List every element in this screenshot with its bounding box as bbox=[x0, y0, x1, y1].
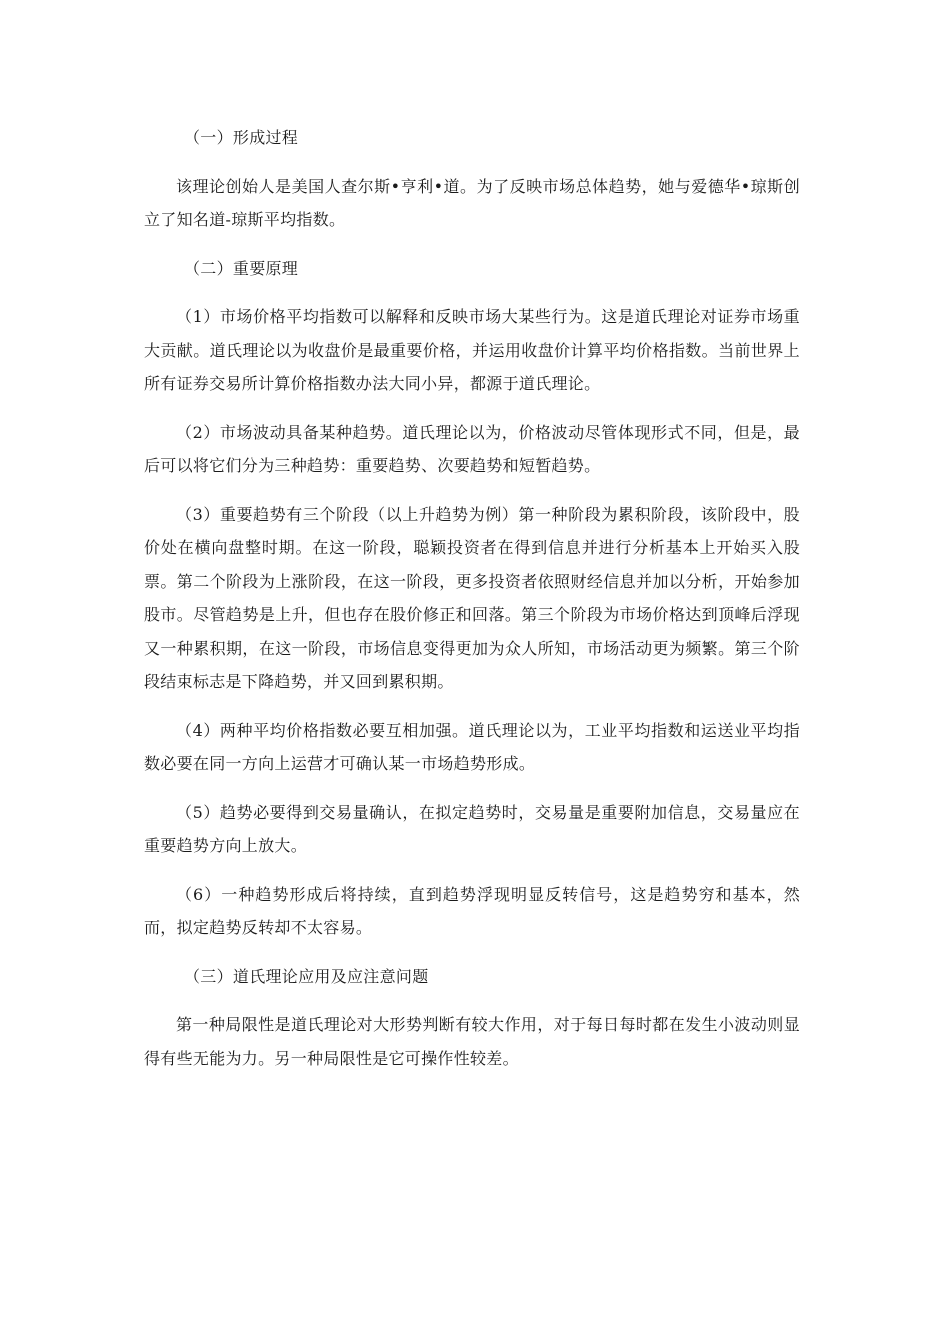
section-heading-formation: （一）形成过程 bbox=[184, 128, 299, 147]
paragraph-founder: 该理论创始人是美国人查尔斯•亨利•道。为了反映市场总体趋势，她与爱德华•琼斯创立了知名道-琼斯平均指数。 bbox=[144, 176, 800, 229]
paragraph-principle-6: （6）一种趋势形成后将持续，直到趋势浮现明显反转信号，这是趋势穷和基本，然而，拟定趋势反转却不太容易。 bbox=[144, 884, 800, 937]
paragraph-principle-3: （3）重要趋势有三个阶段（以上升趋势为例）第一种阶段为累积阶段，该阶段中，股价处在横向盘整时期。在这一阶段，聪颖投资者在得到信息并进行分析基本上开始买入股票。第二个阶段为上涨阶段，在这一阶段，更多投资者依照财经信息并加以分析，开始参加股市。尽管趋势是上升，但也存在股价修正和回落。第三个阶段为市场价格达到顶峰后浮现又一种累积期，在这一阶段，市场信息变得更加为众人所知，市场活动更为频繁。第三个阶段结束标志是下降趋势，并又回到累积期。 bbox=[144, 504, 800, 691]
section-heading-principles: （二）重要原理 bbox=[184, 258, 299, 278]
paragraph-limitations: 第一种局限性是道氏理论对大形势判断有较大作用，对于每日每时都在发生小波动则显得有些无能为力。另一种局限性是它可操作性较差。 bbox=[144, 1015, 800, 1068]
paragraph-principle-4: （4）两种平均价格指数必要互相加强。道氏理论以为，工业平均指数和运送业平均指数必要在同一方向上运营才可确认某一市场趋势形成。 bbox=[144, 720, 800, 773]
paragraph-principle-1: （1）市场价格平均指数可以解释和反映市场大某些行为。这是道氏理论对证券市场重大贡献。道氏理论以为收盘价是最重要价格，并运用收盘价计算平均价格指数。当前世界上所有证券交易所计算价格指数办法大同小异，都源于道氏理论。 bbox=[144, 307, 800, 393]
paragraph-principle-5: （5）趋势必要得到交易量确认，在拟定趋势时，交易量是重要附加信息，交易量应在重要趋势方向上放大。 bbox=[144, 802, 800, 855]
document-body bbox=[144, 121, 800, 1090]
paragraph-principle-2: （2）市场波动具备某种趋势。道氏理论以为，价格波动尽管体现形式不同，但是，最后可以将它们分为三种趋势：重要趋势、次要趋势和短暂趋势。 bbox=[144, 422, 800, 475]
section-heading-application: （三）道氏理论应用及应注意问题 bbox=[184, 966, 429, 986]
